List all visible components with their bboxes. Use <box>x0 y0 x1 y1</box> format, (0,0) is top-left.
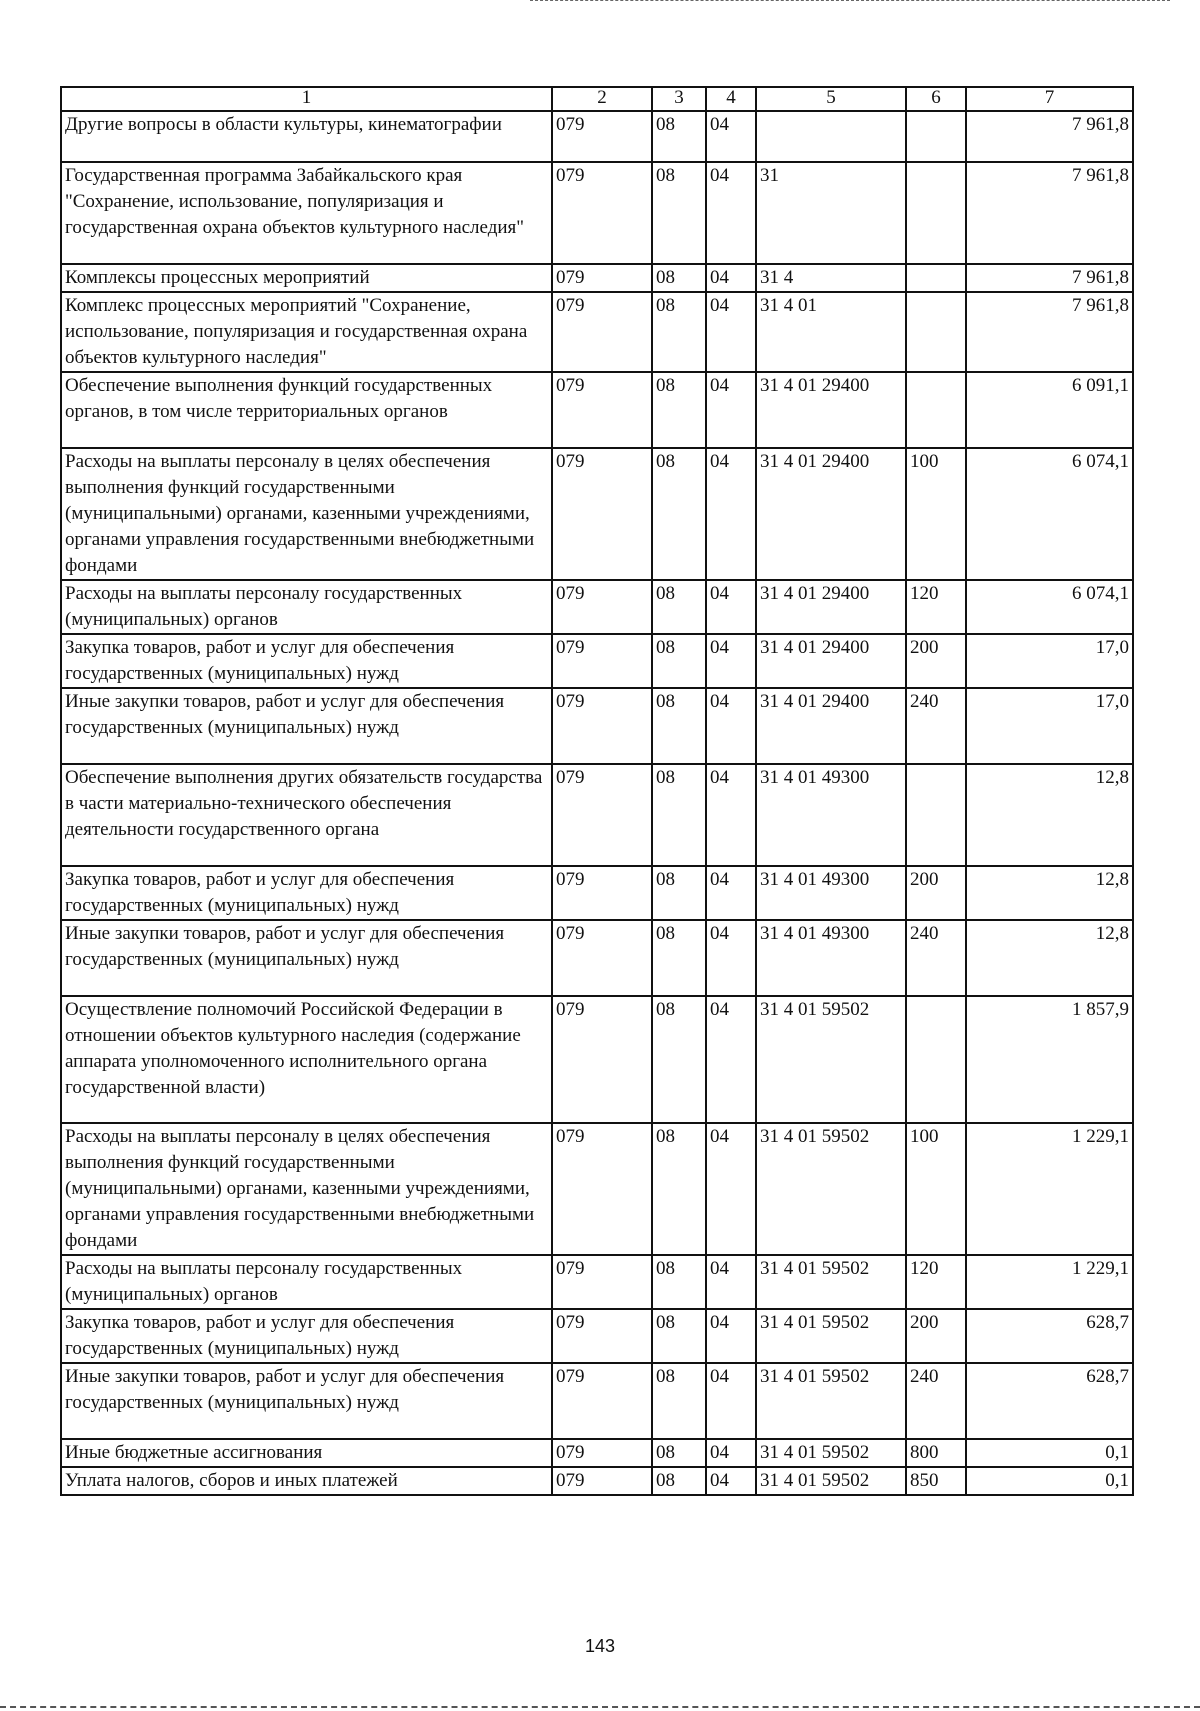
table-row <box>61 764 1133 866</box>
row-name-cell: Обеспечение выполнения функций государственных органов, в том числе территориальных органов <box>61 372 552 448</box>
admin-code-cell: 079 <box>552 764 652 866</box>
table-row <box>61 996 1133 1123</box>
section-cell: 08 <box>652 920 706 996</box>
amount-cell: 628,7 <box>966 1363 1133 1439</box>
bottom-edge-line <box>0 1706 1200 1708</box>
table-row <box>61 264 1133 292</box>
section-cell: 08 <box>652 866 706 920</box>
section-cell: 08 <box>652 1309 706 1363</box>
row-name-cell: Расходы на выплаты персоналу государственных (муниципальных) органов <box>61 1255 552 1309</box>
subsection-cell: 04 <box>706 448 756 580</box>
expense-type-cell: 200 <box>906 1309 966 1363</box>
amount-cell: 1 857,9 <box>966 996 1133 1123</box>
subsection-cell: 04 <box>706 1255 756 1309</box>
subsection-cell: 04 <box>706 920 756 996</box>
target-article-cell: 31 4 01 59502 <box>756 996 906 1123</box>
target-article-cell: 31 4 01 59502 <box>756 1123 906 1255</box>
admin-code-cell: 079 <box>552 1309 652 1363</box>
amount-cell: 6 074,1 <box>966 448 1133 580</box>
admin-code-cell: 079 <box>552 688 652 764</box>
subsection-cell: 04 <box>706 764 756 866</box>
subsection-cell: 04 <box>706 292 756 372</box>
expense-type-cell: 100 <box>906 1123 966 1255</box>
header-cell-1: 1 <box>61 87 552 111</box>
target-article-cell: 31 4 01 29400 <box>756 448 906 580</box>
target-article-cell: 31 4 01 59502 <box>756 1363 906 1439</box>
section-cell: 08 <box>652 688 706 764</box>
expense-type-cell: 200 <box>906 634 966 688</box>
amount-cell: 17,0 <box>966 688 1133 764</box>
section-cell: 08 <box>652 1467 706 1495</box>
subsection-cell: 04 <box>706 1309 756 1363</box>
row-name-cell: Комплекс процессных мероприятий "Сохранение, использование, популяризация и государственная охрана объектов культурного наследия" <box>61 292 552 372</box>
subsection-cell: 04 <box>706 1467 756 1495</box>
target-article-cell: 31 4 01 49300 <box>756 920 906 996</box>
admin-code-cell: 079 <box>552 1123 652 1255</box>
subsection-cell: 04 <box>706 162 756 264</box>
admin-code-cell: 079 <box>552 1255 652 1309</box>
expense-type-cell <box>906 111 966 162</box>
section-cell: 08 <box>652 162 706 264</box>
target-article-cell: 31 4 01 <box>756 292 906 372</box>
row-name-cell: Комплексы процессных мероприятий <box>61 264 552 292</box>
table-row <box>61 688 1133 764</box>
expense-type-cell <box>906 996 966 1123</box>
section-cell: 08 <box>652 996 706 1123</box>
admin-code-cell: 079 <box>552 162 652 264</box>
amount-cell: 7 961,8 <box>966 162 1133 264</box>
amount-cell: 628,7 <box>966 1309 1133 1363</box>
target-article-cell: 31 4 01 49300 <box>756 764 906 866</box>
admin-code-cell: 079 <box>552 111 652 162</box>
expense-type-cell: 120 <box>906 1255 966 1309</box>
expense-type-cell <box>906 764 966 866</box>
amount-cell: 0,1 <box>966 1439 1133 1467</box>
row-name-cell: Иные закупки товаров, работ и услуг для обеспечения государственных (муниципальных) нужд <box>61 1363 552 1439</box>
section-cell: 08 <box>652 1255 706 1309</box>
header-cell-4: 4 <box>706 87 756 111</box>
amount-cell: 1 229,1 <box>966 1123 1133 1255</box>
admin-code-cell: 079 <box>552 264 652 292</box>
header-cell-6: 6 <box>906 87 966 111</box>
admin-code-cell: 079 <box>552 1439 652 1467</box>
header-cell-2: 2 <box>552 87 652 111</box>
subsection-cell: 04 <box>706 866 756 920</box>
page-number: 143 <box>584 1636 616 1656</box>
target-article-cell: 31 4 01 59502 <box>756 1467 906 1495</box>
table-row <box>61 292 1133 372</box>
amount-cell: 12,8 <box>966 920 1133 996</box>
amount-cell: 0,1 <box>966 1467 1133 1495</box>
subsection-cell: 04 <box>706 634 756 688</box>
amount-cell: 7 961,8 <box>966 111 1133 162</box>
section-cell: 08 <box>652 634 706 688</box>
admin-code-cell: 079 <box>552 996 652 1123</box>
admin-code-cell: 079 <box>552 372 652 448</box>
row-name-cell: Иные бюджетные ассигнования <box>61 1439 552 1467</box>
table-row <box>61 920 1133 996</box>
expense-type-cell: 200 <box>906 866 966 920</box>
table-row <box>61 1363 1133 1439</box>
section-cell: 08 <box>652 1123 706 1255</box>
subsection-cell: 04 <box>706 580 756 634</box>
table-row <box>61 580 1133 634</box>
amount-cell: 6 074,1 <box>966 580 1133 634</box>
header-cell-5: 5 <box>756 87 906 111</box>
amount-cell: 1 229,1 <box>966 1255 1133 1309</box>
amount-cell: 6 091,1 <box>966 372 1133 448</box>
admin-code-cell: 079 <box>552 920 652 996</box>
target-article-cell <box>756 111 906 162</box>
subsection-cell: 04 <box>706 111 756 162</box>
table-row <box>61 162 1133 264</box>
table-row <box>61 634 1133 688</box>
admin-code-cell: 079 <box>552 866 652 920</box>
target-article-cell: 31 4 <box>756 264 906 292</box>
expense-type-cell: 120 <box>906 580 966 634</box>
target-article-cell: 31 4 01 59502 <box>756 1309 906 1363</box>
row-name-cell: Закупка товаров, работ и услуг для обеспечения государственных (муниципальных) нужд <box>61 866 552 920</box>
row-name-cell: Иные закупки товаров, работ и услуг для обеспечения государственных (муниципальных) нужд <box>61 688 552 764</box>
table-row <box>61 1309 1133 1363</box>
admin-code-cell: 079 <box>552 1363 652 1439</box>
target-article-cell: 31 4 01 59502 <box>756 1255 906 1309</box>
target-article-cell: 31 4 01 29400 <box>756 580 906 634</box>
budget-table <box>60 86 1134 1496</box>
row-name-cell: Другие вопросы в области культуры, кинематографии <box>61 111 552 162</box>
admin-code-cell: 079 <box>552 1467 652 1495</box>
header-row <box>61 87 1133 111</box>
section-cell: 08 <box>652 764 706 866</box>
target-article-cell: 31 <box>756 162 906 264</box>
top-edge-line <box>530 0 1170 1</box>
expense-type-cell: 800 <box>906 1439 966 1467</box>
amount-cell: 7 961,8 <box>966 264 1133 292</box>
target-article-cell: 31 4 01 29400 <box>756 634 906 688</box>
section-cell: 08 <box>652 111 706 162</box>
expense-type-cell <box>906 162 966 264</box>
section-cell: 08 <box>652 580 706 634</box>
amount-cell: 12,8 <box>966 866 1133 920</box>
expense-type-cell: 240 <box>906 1363 966 1439</box>
table-row <box>61 1467 1133 1495</box>
expense-type-cell: 850 <box>906 1467 966 1495</box>
target-article-cell: 31 4 01 29400 <box>756 372 906 448</box>
table-row <box>61 866 1133 920</box>
expense-type-cell <box>906 264 966 292</box>
amount-cell: 7 961,8 <box>966 292 1133 372</box>
expense-type-cell: 240 <box>906 688 966 764</box>
row-name-cell: Государственная программа Забайкальского края "Сохранение, использование, популяризация и государственная охрана объектов культурного наследия" <box>61 162 552 264</box>
row-name-cell: Иные закупки товаров, работ и услуг для обеспечения государственных (муниципальных) нужд <box>61 920 552 996</box>
subsection-cell: 04 <box>706 372 756 448</box>
section-cell: 08 <box>652 1439 706 1467</box>
subsection-cell: 04 <box>706 688 756 764</box>
expense-type-cell: 100 <box>906 448 966 580</box>
row-name-cell: Расходы на выплаты персоналу в целях обеспечения выполнения функций государственными (муниципальными) органами, казенными учреждениями, органами управления государственными внебюджетными фондами <box>61 448 552 580</box>
subsection-cell: 04 <box>706 1363 756 1439</box>
row-name-cell: Уплата налогов, сборов и иных платежей <box>61 1467 552 1495</box>
row-name-cell: Закупка товаров, работ и услуг для обеспечения государственных (муниципальных) нужд <box>61 634 552 688</box>
section-cell: 08 <box>652 292 706 372</box>
row-name-cell: Обеспечение выполнения других обязательств государства в части материально-технического обеспечения деятельности государственного органа <box>61 764 552 866</box>
section-cell: 08 <box>652 448 706 580</box>
admin-code-cell: 079 <box>552 448 652 580</box>
target-article-cell: 31 4 01 49300 <box>756 866 906 920</box>
subsection-cell: 04 <box>706 1439 756 1467</box>
subsection-cell: 04 <box>706 1123 756 1255</box>
amount-cell: 17,0 <box>966 634 1133 688</box>
subsection-cell: 04 <box>706 264 756 292</box>
target-article-cell: 31 4 01 59502 <box>756 1439 906 1467</box>
row-name-cell: Расходы на выплаты персоналу в целях обеспечения выполнения функций государственными (муниципальными) органами, казенными учреждениями, органами управления государственными внебюджетными фондами <box>61 1123 552 1255</box>
table-row <box>61 1439 1133 1467</box>
row-name-cell: Расходы на выплаты персоналу государственных (муниципальных) органов <box>61 580 552 634</box>
row-name-cell: Осуществление полномочий Российской Федерации в отношении объектов культурного наследия (содержание аппарата уполномоченного исполнительного органа государственной власти) <box>61 996 552 1123</box>
amount-cell: 12,8 <box>966 764 1133 866</box>
header-cell-3: 3 <box>652 87 706 111</box>
section-cell: 08 <box>652 1363 706 1439</box>
admin-code-cell: 079 <box>552 580 652 634</box>
table-row <box>61 448 1133 580</box>
section-cell: 08 <box>652 372 706 448</box>
expense-type-cell <box>906 292 966 372</box>
expense-type-cell: 240 <box>906 920 966 996</box>
table-row <box>61 111 1133 162</box>
table-row <box>61 1255 1133 1309</box>
table-row <box>61 1123 1133 1255</box>
header-cell-7: 7 <box>966 87 1133 111</box>
subsection-cell: 04 <box>706 996 756 1123</box>
row-name-cell: Закупка товаров, работ и услуг для обеспечения государственных (муниципальных) нужд <box>61 1309 552 1363</box>
table-row <box>61 372 1133 448</box>
admin-code-cell: 079 <box>552 292 652 372</box>
expense-type-cell <box>906 372 966 448</box>
target-article-cell: 31 4 01 29400 <box>756 688 906 764</box>
section-cell: 08 <box>652 264 706 292</box>
admin-code-cell: 079 <box>552 634 652 688</box>
